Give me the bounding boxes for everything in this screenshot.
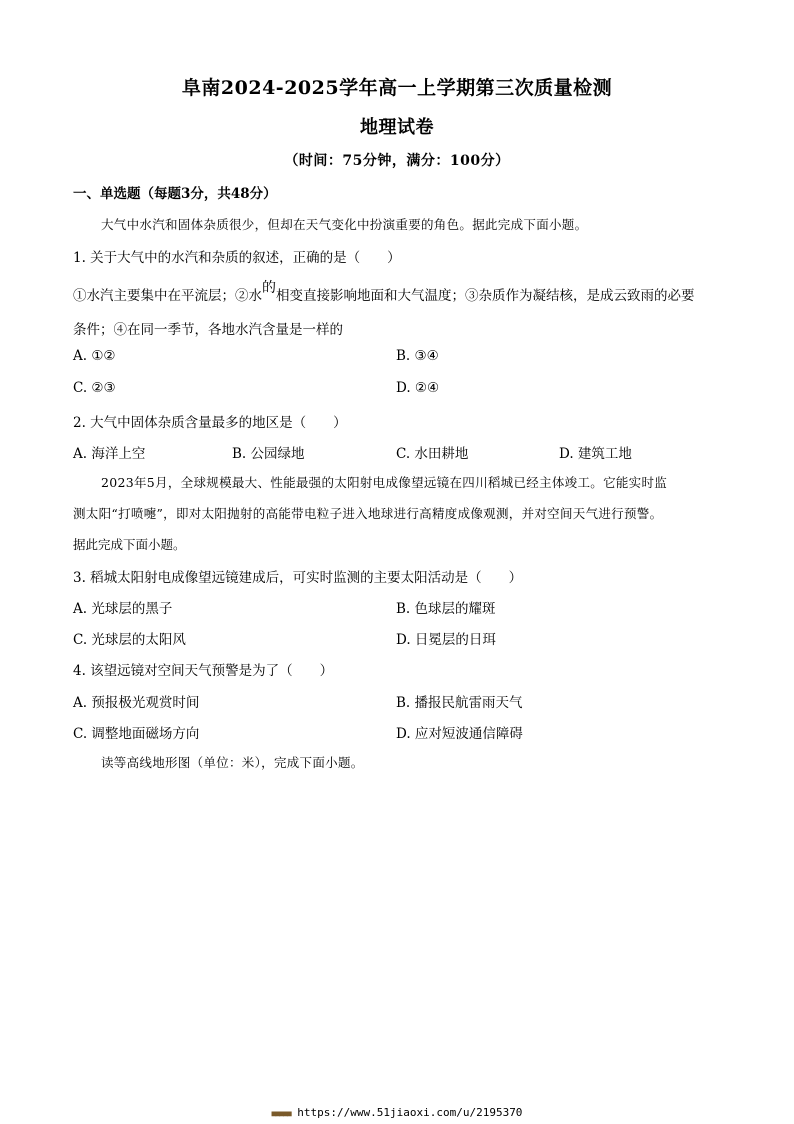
question-1-statements-line2: 条件；④在同一季节，各地水汽含量是一样的 xyxy=(73,322,343,338)
question-1-option-a[interactable]: A. ①② xyxy=(73,348,116,364)
question-2-option-d[interactable]: D. 建筑工地 xyxy=(559,446,632,462)
question-3-option-d[interactable]: D. 日冕层的日珥 xyxy=(396,632,496,648)
question-1-option-b[interactable]: B. ③④ xyxy=(396,348,439,364)
q1-line1-part-a: ①水汽主要集中在平流层；②水 xyxy=(73,288,262,304)
question-1-statements-line1 xyxy=(73,280,695,305)
question-3-option-c[interactable]: C. 光球层的太阳风 xyxy=(73,632,186,648)
footer-watermark-mark: ■■■■■ xyxy=(271,1109,291,1118)
exam-subject: 地理试卷 xyxy=(360,117,434,138)
page-footer xyxy=(0,1106,794,1119)
question-1-stem: 1. 关于大气中的水汽和杂质的叙述，正确的是（ ） xyxy=(73,250,401,266)
question-2-stem: 2. 大气中固体杂质含量最多的地区是（ ） xyxy=(73,415,347,431)
intro-paragraph-1: 大气中水汽和固体杂质很少，但却在天气变化中扮演重要的角色。据此完成下面小题。 xyxy=(101,217,588,232)
intro-paragraph-3: 读等高线地形图（单位：米），完成下面小题。 xyxy=(101,755,364,770)
question-3-option-b[interactable]: B. 色球层的耀斑 xyxy=(396,601,496,617)
section-heading: 一、单选题（每题3分，共48分） xyxy=(73,186,277,202)
question-1-option-c[interactable]: C. ②③ xyxy=(73,380,116,396)
question-2-option-c[interactable]: C. 水田耕地 xyxy=(396,446,469,462)
footer-url-link[interactable]: https://www.51jiaoxi.com/u/2195370 xyxy=(297,1106,523,1119)
q1-line1-part-b: 相变直接影响地面和大气温度；③杂质作为凝结核，是成云致雨的必要 xyxy=(276,288,695,304)
intro-paragraph-2-line3: 据此完成下面小题。 xyxy=(73,537,186,552)
question-2-option-b[interactable]: B. 公园绿地 xyxy=(232,446,305,462)
question-1-option-d[interactable]: D. ②④ xyxy=(396,380,440,396)
question-4-stem: 4. 该望远镜对空间天气预警是为了（ ） xyxy=(73,663,334,679)
question-3-option-a[interactable]: A. 光球层的黑子 xyxy=(73,601,173,617)
intro-paragraph-2-line2: 测太阳“打喷嚏”，即对太阳抛射的高能带电粒子进入地球进行高精度成像观测，并对空间天气进行预警。 xyxy=(73,506,663,521)
question-2-option-a[interactable]: A. 海洋上空 xyxy=(73,446,146,462)
q1-line1-superscript: 的 xyxy=(262,280,276,296)
exam-title: 阜南2024-2025学年高一上学期第三次质量检测 xyxy=(181,77,613,99)
exam-meta: （时间：75分钟，满分：100分） xyxy=(284,153,510,169)
question-4-option-d[interactable]: D. 应对短波通信障碍 xyxy=(396,726,523,742)
question-4-option-b[interactable]: B. 播报民航雷雨天气 xyxy=(396,695,523,711)
intro-paragraph-2-line1: 2023年5月，全球规模最大、性能最强的太阳射电成像望远镜在四川稻城已经主体竣工。它能实时监 xyxy=(101,475,668,490)
question-4-option-a[interactable]: A. 预报极光观赏时间 xyxy=(73,695,200,711)
question-3-stem: 3. 稻城太阳射电成像望远镜建成后，可实时监测的主要太阳活动是（ ） xyxy=(73,570,523,586)
question-4-option-c[interactable]: C. 调整地面磁场方向 xyxy=(73,726,200,742)
